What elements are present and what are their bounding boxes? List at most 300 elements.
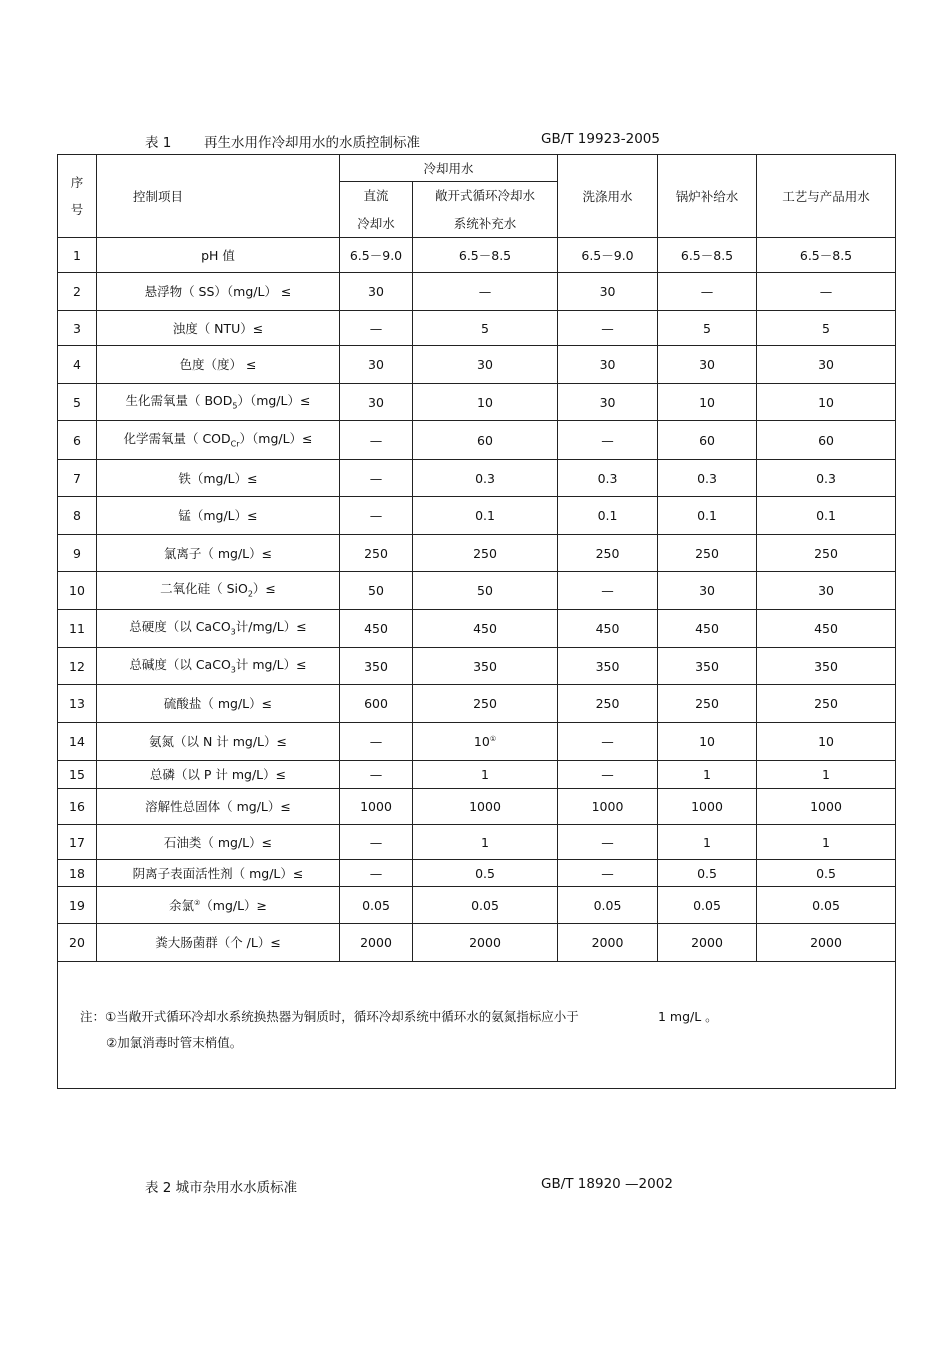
value-cell — [658, 789, 757, 825]
value-cell — [757, 311, 896, 346]
value-text: 0.1 — [475, 508, 495, 523]
value-cell — [757, 610, 896, 648]
value-text: 450 — [814, 621, 838, 636]
value-cell — [757, 572, 896, 610]
header-seq — [58, 155, 97, 238]
value-text: 1 — [481, 834, 489, 850]
value-text: 0.05 — [693, 897, 721, 913]
value-text: 250 — [473, 545, 497, 561]
value-cell — [558, 497, 658, 535]
value-text: 5 — [703, 320, 711, 336]
value-text: 250 — [473, 696, 497, 711]
value-cell — [658, 610, 757, 648]
notes — [58, 962, 895, 1088]
value-cell — [757, 887, 896, 924]
value-cell — [340, 273, 413, 311]
value-text: 1000 — [691, 799, 723, 814]
value-cell — [757, 460, 896, 497]
value-cell — [558, 572, 658, 610]
table-row — [58, 789, 896, 825]
value-text: 0.1 — [816, 508, 836, 523]
value-cell — [413, 825, 558, 860]
value-text: 0.5 — [475, 865, 495, 881]
value-text: 250 — [695, 696, 719, 711]
row-number: 2 — [58, 273, 97, 311]
value-cell — [558, 685, 658, 723]
value-text: 250 — [364, 545, 388, 561]
value-cell — [340, 460, 413, 497]
value-text: — — [478, 284, 492, 299]
row-number: 18 — [58, 860, 97, 887]
row-number: 13 — [58, 685, 97, 723]
table-row — [58, 685, 896, 723]
footnote-marker: ② — [193, 898, 201, 907]
row-number: 14 — [58, 723, 97, 761]
value-text: — — [369, 508, 383, 523]
value-text: — — [601, 583, 614, 598]
control-item: 铁（mg/L）≤ — [97, 460, 340, 497]
row-number: 5 — [58, 384, 97, 421]
value-text: — — [601, 834, 614, 850]
value-cell — [757, 346, 896, 384]
value-text: — — [369, 432, 383, 448]
value-text: — — [601, 734, 614, 749]
value-text: 350 — [595, 658, 620, 674]
value-cell — [658, 311, 757, 346]
value-cell — [340, 311, 413, 346]
row-number: 8 — [58, 497, 97, 535]
value-cell — [413, 685, 558, 723]
header-item: 控制项目 — [97, 155, 340, 238]
control-item-subscript: 3 — [230, 627, 236, 637]
value-cell — [558, 238, 658, 273]
header-seq-text: 序号 — [70, 174, 84, 217]
value-text: 1000 — [591, 799, 624, 814]
control-item: 色度（度） ≤ — [97, 346, 340, 384]
control-item-text: 余氯 — [168, 897, 194, 913]
footnote-marker: ① — [489, 734, 497, 743]
value-text: 1000 — [469, 799, 501, 814]
value-text: — — [369, 767, 383, 782]
value-text: 30 — [368, 284, 384, 299]
value-text: 30 — [477, 357, 493, 372]
value-cell — [658, 460, 757, 497]
control-item: 总磷（以 P 计 mg/L）≤ — [97, 761, 340, 789]
header-row-1 — [58, 155, 896, 182]
control-item-text: ）（mg/L）≤ — [239, 430, 313, 446]
control-item-text: 生化需氧量（ BOD — [125, 392, 233, 408]
value-cell — [413, 311, 558, 346]
value-text: 30 — [599, 284, 616, 299]
value-cell — [340, 572, 413, 610]
control-item: 氨氮（以 N 计 mg/L）≤ — [97, 723, 340, 761]
value-cell — [757, 535, 896, 572]
row-number: 19 — [58, 887, 97, 924]
value-cell — [558, 789, 658, 825]
value-text: 0.3 — [475, 470, 495, 486]
value-text: 6.5－9.0 — [349, 247, 403, 263]
value-text: — — [601, 767, 614, 782]
row-number: 11 — [58, 610, 97, 648]
value-cell — [413, 761, 558, 789]
value-cell — [658, 860, 757, 887]
table-row — [58, 924, 896, 962]
table-row — [58, 860, 896, 887]
header-direct-cooling-l2: 冷却水 — [357, 215, 395, 231]
table-row — [58, 610, 896, 648]
value-text: 1 — [703, 834, 711, 850]
value-text: 10 — [818, 394, 834, 410]
control-item — [97, 421, 340, 460]
value-text: — — [369, 470, 383, 486]
control-item-subscript: 2 — [247, 589, 253, 599]
table2-caption-label: 表 2 城市杂用水水质标准 — [145, 1180, 298, 1196]
value-text: — — [369, 865, 383, 881]
control-item-text: 计/mg/L）≤ — [235, 619, 307, 635]
value-cell — [757, 789, 896, 825]
row-number: 3 — [58, 311, 97, 346]
value-text: 250 — [595, 545, 620, 561]
control-item-text: （mg/L）≥ — [200, 897, 268, 913]
value-text: 250 — [595, 696, 620, 711]
value-text: 6.5－8.5 — [680, 247, 734, 263]
control-item-text: ）≤ — [252, 581, 276, 597]
value-text: 2000 — [591, 935, 624, 950]
value-cell — [658, 761, 757, 789]
value-cell — [658, 685, 757, 723]
value-text: 60 — [818, 432, 834, 448]
table-row — [58, 238, 896, 273]
table1-caption-label: 表 1 — [145, 135, 172, 151]
control-item-subscript: Cr — [230, 439, 240, 449]
value-cell — [658, 572, 757, 610]
value-text: 1000 — [360, 799, 392, 814]
value-cell — [413, 273, 558, 311]
value-cell — [413, 789, 558, 825]
note-line-1: 注：①当敞开式循环冷却水系统换热器为铜质时，循环冷却系统中循环水的氨氮指标应小于 — [80, 1009, 579, 1024]
value-text: 450 — [473, 621, 497, 636]
row-number: 12 — [58, 648, 97, 685]
table2-standard-code: GB/T 18920 —2002 — [541, 1176, 673, 1192]
value-text: 6.5－9.0 — [581, 247, 634, 263]
control-item-text: ）（mg/L）≤ — [237, 392, 311, 408]
control-item: 氯离子（ mg/L）≤ — [97, 535, 340, 572]
value-text: 30 — [368, 394, 384, 410]
table-row — [58, 723, 896, 761]
value-cell — [757, 421, 896, 460]
row-number: 17 — [58, 825, 97, 860]
control-item-text: 总碱度（以 CaCO — [129, 656, 231, 672]
value-text: 600 — [364, 696, 388, 711]
value-text: 450 — [695, 621, 719, 636]
value-text: 250 — [814, 545, 838, 561]
value-text: 0.3 — [816, 470, 836, 486]
value-text: 30 — [699, 357, 715, 372]
table-row — [58, 311, 896, 346]
table-row — [58, 572, 896, 610]
value-text: 1 — [481, 767, 489, 782]
value-text: — — [369, 734, 383, 749]
table-row — [58, 421, 896, 460]
row-number: 7 — [58, 460, 97, 497]
value-cell — [340, 384, 413, 421]
value-cell — [558, 311, 658, 346]
value-cell — [558, 273, 658, 311]
value-cell — [340, 421, 413, 460]
value-text: 10 — [699, 394, 715, 410]
value-text: 10 — [477, 394, 493, 410]
value-cell — [558, 384, 658, 421]
row-number: 16 — [58, 789, 97, 825]
value-cell — [558, 346, 658, 384]
control-item: 锰（mg/L）≤ — [97, 497, 340, 535]
row-number: 1 — [58, 238, 97, 273]
value-cell — [413, 860, 558, 887]
table-row — [58, 648, 896, 685]
value-cell — [340, 860, 413, 887]
value-text: 2000 — [810, 935, 842, 950]
value-text: 0.3 — [597, 470, 618, 486]
value-cell — [413, 610, 558, 648]
header-washing: 洗涤用水 — [558, 155, 658, 238]
control-item-text: 总硬度（以 CaCO — [129, 619, 231, 635]
value-cell — [658, 384, 757, 421]
table-row — [58, 346, 896, 384]
value-cell — [658, 273, 757, 311]
table-row — [58, 273, 896, 311]
value-cell — [757, 685, 896, 723]
value-cell — [558, 825, 658, 860]
value-cell — [340, 924, 413, 962]
value-text: 0.05 — [593, 897, 622, 913]
value-text: 450 — [364, 621, 388, 636]
value-cell — [757, 924, 896, 962]
control-item: 硫酸盐（ mg/L）≤ — [97, 685, 340, 723]
control-item — [97, 610, 340, 648]
header-open-cycle — [413, 182, 558, 238]
table-row — [58, 535, 896, 572]
value-cell — [558, 887, 658, 924]
value-cell — [413, 887, 558, 924]
control-item — [97, 384, 340, 421]
value-cell — [558, 723, 658, 761]
control-item-subscript: 3 — [230, 665, 236, 675]
value-cell — [558, 860, 658, 887]
value-cell — [757, 723, 896, 761]
value-text: 6.5－8.5 — [799, 247, 853, 263]
control-item — [97, 648, 340, 685]
value-cell — [413, 723, 558, 761]
note-line-2: ②加氯消毒时管末梢值。 — [106, 1035, 243, 1050]
value-cell — [340, 825, 413, 860]
value-cell — [558, 761, 658, 789]
value-cell — [658, 238, 757, 273]
control-item: 浊度（ NTU）≤ — [97, 311, 340, 346]
value-text: 250 — [814, 696, 838, 711]
table-row — [58, 384, 896, 421]
value-cell — [757, 648, 896, 685]
notes-row — [58, 962, 896, 1089]
note-line-1-value: 1 mg/L 。 — [658, 1009, 718, 1024]
value-cell — [413, 648, 558, 685]
value-cell — [340, 789, 413, 825]
value-cell — [413, 460, 558, 497]
control-item: 悬浮物（ SS）（mg/L） ≤ — [97, 273, 340, 311]
value-text: 0.05 — [812, 897, 840, 913]
row-number: 6 — [58, 421, 97, 460]
value-cell — [413, 572, 558, 610]
value-text: 30 — [599, 394, 616, 410]
value-text: 30 — [368, 357, 384, 372]
value-cell — [658, 535, 757, 572]
row-number: 20 — [58, 924, 97, 962]
value-text: — — [700, 284, 714, 299]
row-number: 15 — [58, 761, 97, 789]
value-cell — [658, 723, 757, 761]
value-cell — [658, 887, 757, 924]
value-text: 5 — [822, 320, 830, 336]
value-cell — [340, 761, 413, 789]
value-text: 30 — [699, 583, 715, 598]
value-text: 350 — [695, 658, 719, 674]
value-cell — [413, 238, 558, 273]
value-text: 0.1 — [697, 508, 717, 523]
value-text: 60 — [477, 432, 493, 448]
value-text: 1000 — [810, 799, 842, 814]
header-open-cycle-l2: 系统补充水 — [453, 215, 517, 231]
value-cell — [558, 610, 658, 648]
value-text: — — [369, 320, 383, 336]
value-text: 450 — [595, 621, 620, 636]
value-cell — [757, 384, 896, 421]
value-text: 60 — [699, 432, 715, 448]
value-cell — [558, 924, 658, 962]
table-row — [58, 460, 896, 497]
value-cell — [658, 497, 757, 535]
water-quality-table — [57, 154, 896, 1089]
control-item: pH 值 — [97, 238, 340, 273]
value-cell — [340, 648, 413, 685]
value-text: 0.5 — [697, 865, 717, 881]
value-text: 30 — [818, 583, 834, 598]
control-item-text: 二氧化硅（ SiO — [160, 581, 248, 597]
value-text: — — [819, 284, 833, 299]
control-item — [97, 572, 340, 610]
table-row — [58, 887, 896, 924]
value-text: 0.5 — [816, 865, 836, 881]
control-item-subscript: 5 — [232, 401, 238, 411]
value-cell — [558, 535, 658, 572]
value-text: 50 — [368, 583, 384, 598]
header-direct-cooling-l1: 直流 — [363, 188, 389, 203]
value-text: 250 — [695, 545, 719, 561]
value-text: 30 — [818, 357, 834, 372]
value-text: 350 — [814, 658, 838, 674]
value-cell — [757, 825, 896, 860]
control-item: 溶解性总固体（ mg/L）≤ — [97, 789, 340, 825]
value-cell — [413, 384, 558, 421]
control-item: 石油类（ mg/L）≤ — [97, 825, 340, 860]
value-cell — [558, 648, 658, 685]
value-text: — — [369, 834, 383, 850]
control-item — [97, 887, 340, 924]
value-cell — [340, 497, 413, 535]
value-text: 10 — [699, 734, 715, 749]
value-text: 1 — [822, 767, 830, 782]
value-cell — [658, 346, 757, 384]
value-cell — [340, 535, 413, 572]
table1-caption-title: 再生水用作冷却用水的水质控制标准 — [204, 135, 420, 151]
value-text: 10 — [473, 734, 490, 749]
value-text: 5 — [481, 320, 489, 336]
value-cell — [558, 460, 658, 497]
value-cell — [340, 723, 413, 761]
control-item: 粪大肠菌群（个 /L）≤ — [97, 924, 340, 962]
value-text: 0.05 — [471, 897, 499, 913]
value-cell — [658, 648, 757, 685]
value-text: 6.5－8.5 — [458, 247, 512, 263]
value-cell — [340, 610, 413, 648]
value-text: — — [601, 432, 614, 448]
value-text: 50 — [477, 583, 493, 598]
value-cell — [413, 535, 558, 572]
value-cell — [340, 346, 413, 384]
value-cell — [413, 421, 558, 460]
row-number: 10 — [58, 572, 97, 610]
value-cell — [757, 761, 896, 789]
header-open-cycle-l1: 敞开式循环冷却水 — [435, 188, 536, 203]
table-row — [58, 825, 896, 860]
value-text: 0.3 — [697, 470, 717, 486]
header-process: 工艺与产品用水 — [757, 155, 896, 238]
notes-cell — [58, 962, 896, 1089]
value-cell — [340, 238, 413, 273]
control-item-text: 化学需氧量（ COD — [123, 430, 231, 446]
value-cell — [558, 421, 658, 460]
value-cell — [757, 497, 896, 535]
header-cooling-group: 冷却用水 — [340, 155, 558, 182]
value-text: 1 — [703, 767, 711, 782]
value-cell — [340, 685, 413, 723]
table1-standard-code: GB/T 19923-2005 — [541, 131, 660, 147]
value-cell — [413, 346, 558, 384]
value-cell — [757, 860, 896, 887]
value-cell — [757, 273, 896, 311]
value-text: 350 — [473, 658, 497, 674]
value-cell — [757, 238, 896, 273]
value-text: 0.05 — [362, 897, 390, 913]
value-text: 2000 — [360, 935, 392, 950]
value-text: 2000 — [469, 935, 501, 950]
header-boiler: 锅炉补给水 — [658, 155, 757, 238]
row-number: 4 — [58, 346, 97, 384]
value-text: 30 — [599, 357, 616, 372]
control-item: 阴离子表面活性剂（ mg/L）≤ — [97, 860, 340, 887]
value-text: 350 — [364, 658, 388, 674]
header-direct-cooling — [340, 182, 413, 238]
table-row — [58, 497, 896, 535]
value-cell — [658, 825, 757, 860]
table-row — [58, 761, 896, 789]
value-cell — [413, 924, 558, 962]
value-cell — [658, 924, 757, 962]
value-cell — [658, 421, 757, 460]
value-cell — [340, 887, 413, 924]
control-item-text: 计 mg/L）≤ — [235, 656, 307, 672]
row-number: 9 — [58, 535, 97, 572]
value-text: — — [601, 865, 614, 881]
value-text: 2000 — [691, 935, 723, 950]
